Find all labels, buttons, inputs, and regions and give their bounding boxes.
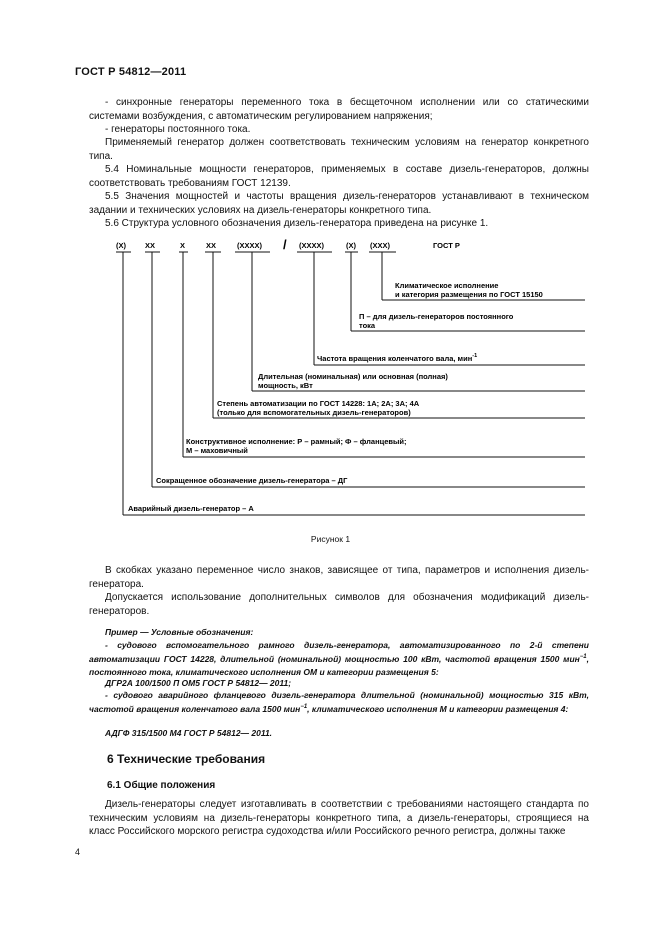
list-item-sync-generators: - синхронные генераторы переменного тока в бесщеточном исполнении или со статическими системами возбуждения, с автоматическим регулированием напряжения; [89,97,589,122]
code-speed: (XXXX) [299,241,325,250]
example-title-text: Пример — Условные обозначения: [105,627,254,637]
paragraph-additional-symbols: Допускается использование дополнительных символов для обозначения модификаций дизель-генераторов. [89,592,589,617]
example-1-tail: , постоянного тока, климатического исполнения ОМ и категории размещения 5: [89,654,589,677]
label-automation-line2: (только для вспомогательных дизель-генераторов) [217,408,411,417]
label-power-line1: Длительная (номинальная) или основная (полная) [258,372,448,381]
label-dc-line2: тока [359,321,376,330]
label-power-line2: мощность, кВт [258,381,313,390]
example-1 [89,639,589,678]
figure-caption: Рисунок 1 [310,534,351,544]
example-1-text: - судового вспомогательного рамного дизель-генератора, автоматизированного по 2-й степени автоматизации ГОСТ 14228, длительной (номинальной) мощностью 100 кВт, частотой вращения 1500 мин [89,640,589,665]
document-header: ГОСТ Р 54812—2011 [75,66,187,78]
subsection-6-1-title: 6.1 Общие положения [107,780,216,791]
paragraph-6-1: Дизель-генераторы следует изготавливать в соответствии с требованиями настоящего стандарта по техническим условиям на дизель-генераторы конкретного типа, а дизель-генераторы, строящиеся на класс Российского морского регистра судоходства и/или Российского речного регистра, должны также [89,799,589,837]
label-dc-line1: П – для дизель-генераторов постоянного [359,312,514,321]
example-1-sup: −1 [579,654,587,661]
label-short-designation: Сокращенное обозначение дизель-генератора – ДГ [156,476,348,485]
paragraph-brackets-note: В скобках указано переменное число знаков, зависящее от типа, параметров и исполнения дизель-генератора. [89,565,589,590]
paragraph-5-5: 5.5 Значения мощностей и частоты вращения дизель-генераторов устанавливают в техническом задании и технических условиях на дизель-генераторы конкретного типа. [89,191,589,216]
code-climate: (XXX) [370,241,391,250]
label-speed-superscript: -1 [472,353,478,359]
paragraph-applied-generator: Применяемый генератор должен соответствовать техническим условиям на генератор конкретного типа. [89,137,589,162]
example-1-code [105,677,589,690]
example-2 [89,689,589,716]
label-climate-line1: Климатическое исполнение [395,281,499,290]
label-design-line1: Конструктивное исполнение: Р – рамный; Ф – фланцевый; [186,437,407,446]
label-automation-line1: Степень автоматизации по ГОСТ 14228: 1А; 2А; 3А; 4А [217,399,420,408]
page-number: 4 [75,847,81,857]
example-title [105,626,589,639]
section-6-title: 6 Технические требования [107,752,266,766]
example-2-sup: −1 [300,704,308,711]
paragraph-5-6: 5.6 Структура условного обозначения дизель-генератора приведена на рисунке 1. [105,218,489,229]
paragraph-5-4: 5.4 Номинальные мощности генераторов, применяемых в составе дизель-генераторов, должны соответствовать требованиям ГОСТ 12139. [89,164,589,189]
label-emergency: Аварийный дизель-генератор – А [128,504,254,513]
label-speed [317,353,477,363]
code-short: XX [145,241,156,250]
label-speed-text: Частота вращения коленчатого вала, мин [317,354,473,363]
figure-codes [116,237,460,252]
list-item-dc-generators: - генераторы постоянного тока. [105,124,251,135]
example-2-text: - судового аварийного фланцевого дизель-генератора длительной (номинальной) мощностью 315 кВт, частотой вращения коленчатого вала 1500 мин [89,690,589,715]
code-automation: XX [206,241,217,250]
example-2-code-text: АДГФ 315/1500 М4 ГОСТ Р 54812— 2011. [105,728,273,738]
code-gost: ГОСТ Р [433,241,460,250]
code-design: X [180,241,186,250]
label-climate-line2: и категория размещения по ГОСТ 15150 [395,290,543,299]
code-power: (XXXX) [237,241,263,250]
label-design-line2: М – маховичный [186,446,248,455]
code-emergency: (X) [116,241,126,250]
example-1-code-text: ДГР2А 100/1500 П ОМ5 ГОСТ Р 54812— 2011; [105,678,292,688]
code-slash: / [283,237,287,252]
code-dc: (X) [346,241,356,250]
example-2-tail: , климатического исполнения М и категории размещения 4: [307,704,569,715]
example-2-code [105,727,589,740]
